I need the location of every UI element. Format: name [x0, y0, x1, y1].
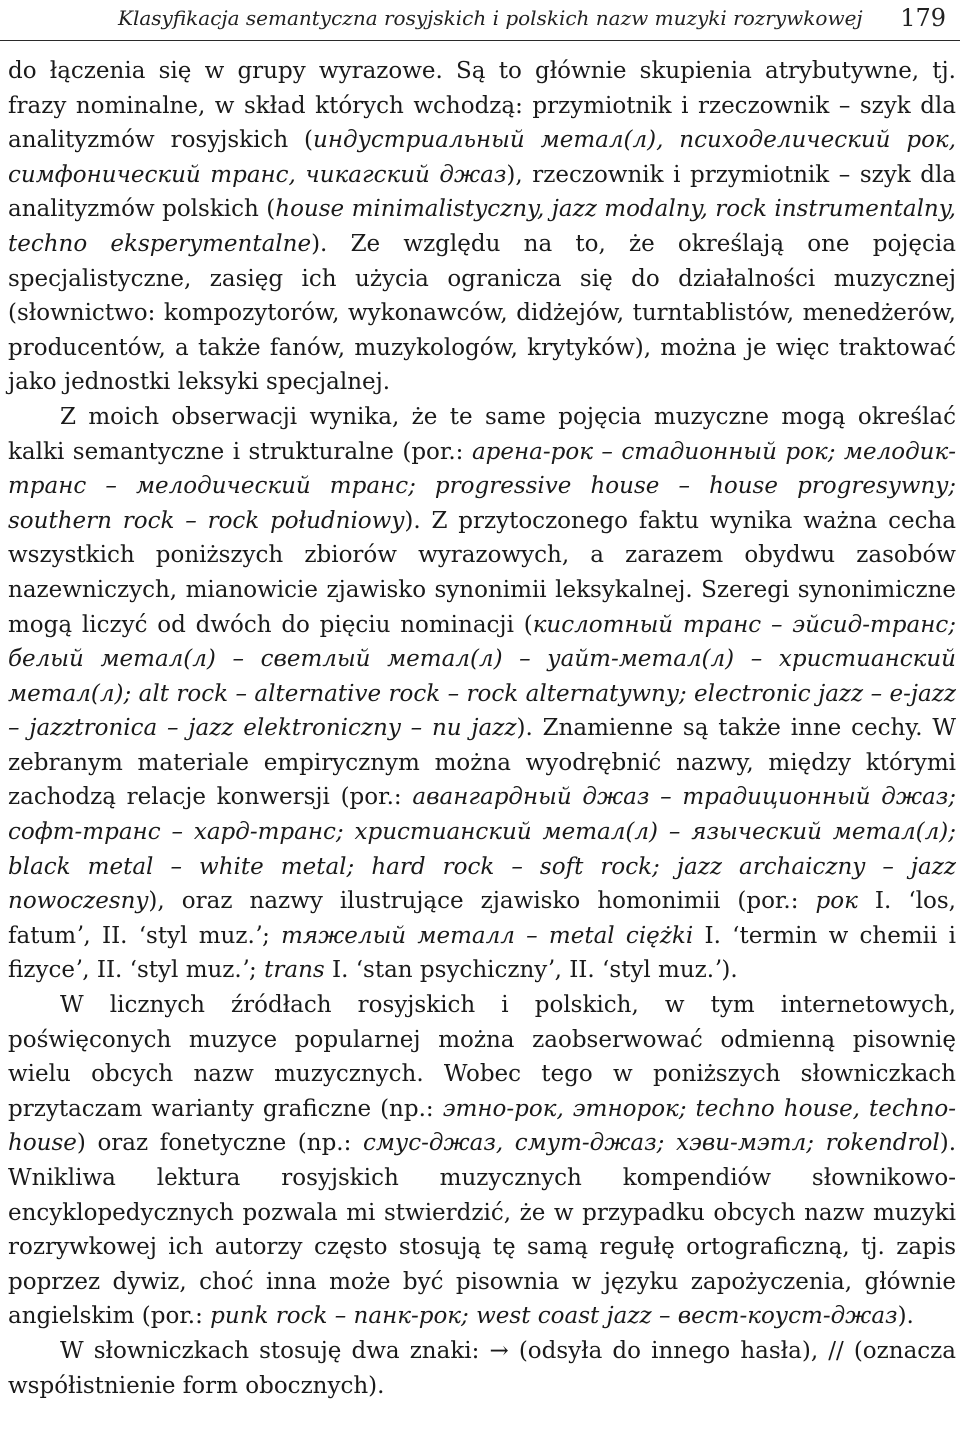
text-run: ). Znamienne są także inne cechy. W zebranym materiale empirycznym można wyodrębnić nazwy, między którymi zachodzą relacje konwersji (por.: — [8, 715, 956, 811]
paragraph — [8, 54, 956, 400]
running-head — [0, 0, 960, 41]
text-run: ). Z przytoczonego faktu wynika ważna cecha wszystkich poniższych zbiorów wyrazowych, a zarazem obydwu zasobów nazewniczych, mianowicie zjawisko synonimii leksykalnej. Szeregi synonimiczne mogą liczyć od dwóch do pięciu nominacji ( — [8, 507, 956, 638]
example-term: punk rock – панк-рок; west coast jazz – вест-коуст-джаз — [210, 1303, 898, 1330]
text-run: ). Wnikliwa lektura rosyjskich muzycznych kompendiów słownikowo-encyklopedycznych pozwala mi stwierdzić, że w przypadku obcych nazw muzyki rozrywkowej ich autorzy często stosują tę samą regułę ortograficzną, tj. zapis poprzez dywiz, choć inna może być pisownia w języku zapożyczenia, głównie angielskim (por.: — [8, 1130, 957, 1330]
text-run: W słowniczkach stosuję dwa znaki: → (odsyła do innego hasła), // (oznacza współistnienie form obocznych). — [8, 1337, 956, 1399]
text-run: ), rzeczownik i przymiotnik – szyk dla analityzmów polskich ( — [8, 161, 957, 223]
example-term: арена-рок – стадионный рок; мелодик-транс – мелодический транс; progressive house – house progresywny; southern rock – rock południowy — [8, 438, 956, 534]
text-run: I. ʻlos, fatumʼ, II. ʻstyl muz.ʼ; — [8, 888, 956, 949]
paragraph — [8, 400, 956, 988]
running-head-title: Klasyfikacja semantyczna rosyjskich i polskich nazw muzyki rozrywkowej — [118, 6, 863, 30]
paragraph — [8, 988, 956, 1334]
text-run: ) oraz fonetyczne (np.: — [76, 1130, 363, 1157]
paragraph — [8, 1334, 956, 1403]
text-run: ). Ze względu na to, że określają one pojęcia specjalistyczne, zasięg ich użycia ogranicza się do działalności muzycznej (słownictwo: kompozytorów, wykonawców, didżejów, turntablistów, menedżerów, producentów, a także fanów, muzykologów, krytyków), można je więc traktować jako jednostki leksyki specjalnej. — [8, 230, 956, 396]
body-text — [8, 54, 956, 1403]
text-run: Z moich obserwacji wynika, że te same pojęcia muzyczne mogą określać kalki semantyczne i strukturalne (por.: — [8, 403, 956, 465]
example-term: тяжелый металл – metal ciężki — [281, 922, 694, 949]
example-term: house minimalistyczny, jazz modalny, rock instrumentalny, techno eksperymentalne — [8, 196, 956, 257]
text-run: ). — [897, 1303, 914, 1330]
example-term: рок — [815, 888, 858, 915]
example-term: кислотный транс – эйсид-транс; белый метал(л) – светлый метал(л) – уайт-метал(л) – христианский метал(л); alt rock – alternative rock – rock alternatywny; electronic jazz – e-jazz – jazztronica – jazz elektroniczny – nu jazz — [8, 611, 956, 742]
example-term: trans — [264, 957, 325, 984]
example-term: авангардный джаз – традиционный джаз; софт-транс – хард-транс; христианский метал(л) – языческий метал(л); black metal – white metal; hard rock – soft rock; jazz archaiczny – jazz nowoczesny — [8, 784, 956, 915]
example-term: смус-джаз, смут-джаз; хэви-мэтл; rokendrol — [362, 1130, 940, 1157]
text-run: I. ʻtermin w chemii i fizyceʼ, II. ʻstyl muz.ʼ; — [8, 922, 956, 984]
page-number: 179 — [900, 4, 946, 32]
example-term: индустриальный метал(л), психоделический рок, симфонический транс, чикагский джаз — [8, 127, 956, 188]
text-run: I. ʻstan psychicznyʼ, II. ʻstyl muz.ʼ). — [324, 957, 738, 984]
example-term: этно-рок, этнорок; techno house, techno-house — [8, 1095, 956, 1157]
text-run: do łączenia się w grupy wyrazowe. Są to głównie skupienia atrybutywne, tj. frazy nominalne, w skład których wchodzą: przymiotnik i rzeczownik – szyk dla analityzmów rosyjskich ( — [8, 58, 956, 154]
text-run: ), oraz nazwy ilustrujące zjawisko homonimii (por.: — [148, 888, 816, 915]
text-run: W licznych źródłach rosyjskich i polskich, w tym internetowych, poświęconych muzyce popularnej można zaobserwować odmienną pisownię wielu obcych nazw muzycznych. Wobec tego w poniższych słowniczkach przytaczam warianty graficzne (np.: — [8, 992, 956, 1122]
